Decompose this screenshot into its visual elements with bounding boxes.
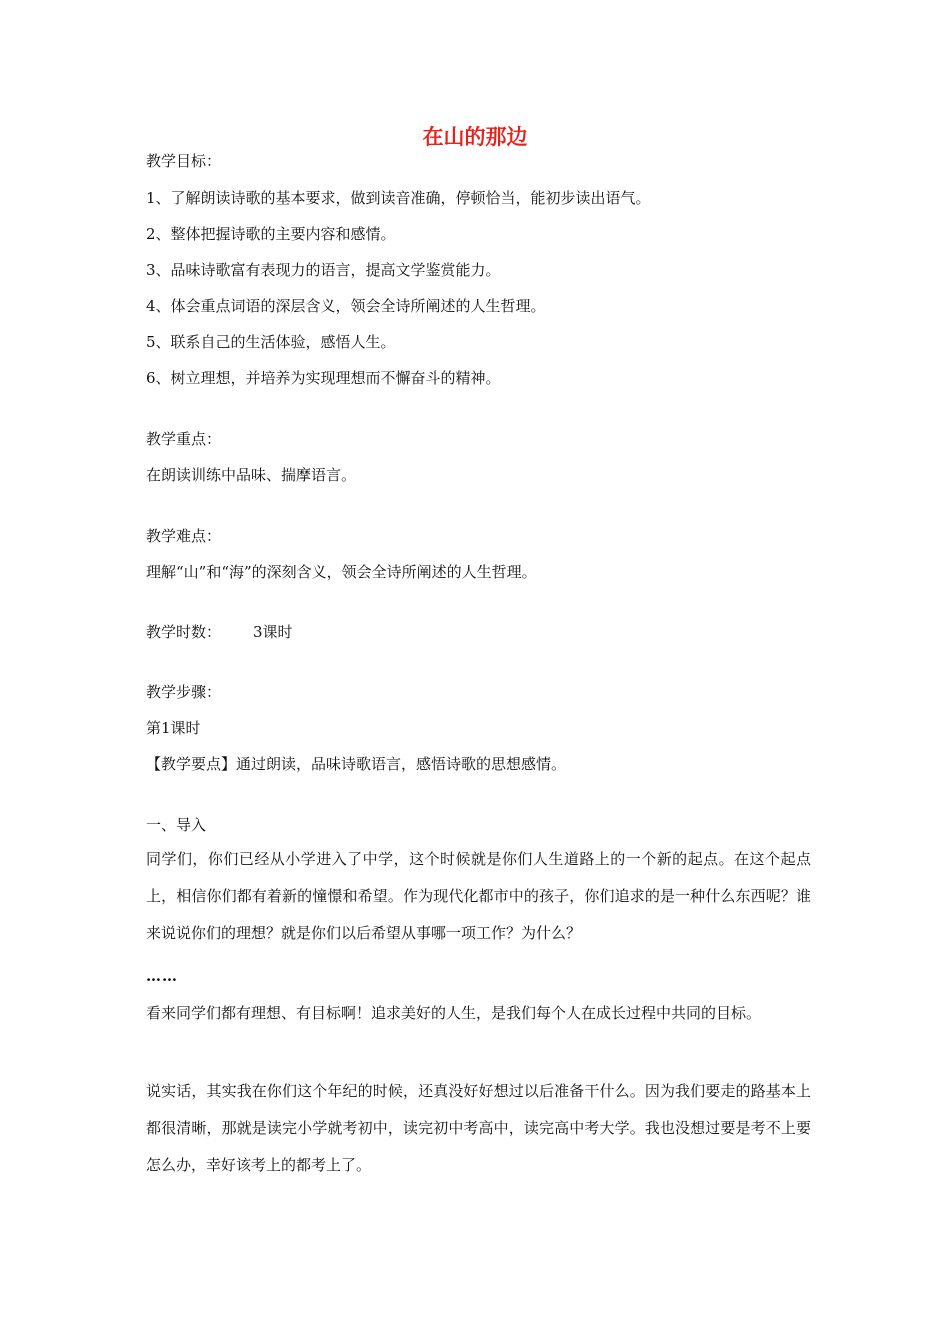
teaching-hours [146, 621, 811, 643]
difficulties-heading: 教学难点： [146, 527, 222, 545]
objective-item-1: 1、了解朗读诗歌的基本要求，做到读音准确，停顿恰当，能初步读出语气。 [146, 189, 651, 207]
intro-paragraph-3: 说实话，其实我在你们这个年纪的时候，还真没好好想过以后准备干什么。因为我们要走的路基本上都很清晰，那就是读完小学就考初中，读完初中考高中，读完高中考大学。我也没想过要是考不上要怎么办，幸好该考上的都考上了。 [146, 1082, 811, 1174]
objective-item-2: 2、整体把握诗歌的主要内容和感情。 [146, 225, 396, 243]
steps-heading: 教学步骤： [146, 683, 222, 701]
objective-item-6: 6、树立理想，并培养为实现理想而不懈奋斗的精神。 [146, 369, 501, 387]
key-points-text: 在朗读训练中品味、揣摩语言。 [146, 466, 357, 484]
objective-item-4: 4、体会重点词语的深层含义，领会全诗所阐述的人生哲理。 [146, 297, 546, 315]
difficulties-text: 理解“山”和“海”的深刻含义，领会全诗所阐述的人生哲理。 [146, 563, 537, 581]
document-title: 在山的那边 [422, 125, 528, 149]
objective-item-3: 3、品味诗歌富有表现力的语言，提高文学鉴赏能力。 [146, 261, 501, 279]
intro-heading: 一、导入 [146, 816, 207, 834]
intro-paragraph-2: 看来同学们都有理想、有目标啊！追求美好的人生，是我们每个人在成长过程中共同的目标。 [146, 1004, 762, 1022]
intro-ellipsis: …… [146, 967, 178, 985]
lesson-key-points: 【教学要点】通过朗读，品味诗歌语言，感悟诗歌的思想感情。 [146, 755, 567, 773]
objective-item-5: 5、联系自己的生活体验，感悟人生。 [146, 333, 396, 351]
teaching-hours-label: 教学时数： [146, 623, 222, 641]
key-points-heading: 教学重点： [146, 430, 222, 448]
lesson-label: 第1课时 [146, 719, 201, 737]
objectives-heading: 教学目标： [146, 152, 222, 170]
teaching-hours-value: 3课时 [253, 623, 293, 641]
intro-paragraph-1: 同学们，你们已经从小学进入了中学，这个时候就是你们人生道路上的一个新的起点。在这个起点上，相信你们都有着新的憧憬和希望。作为现代化都市中的孩子，你们追求的是一种什么东西呢？谁来说说你们的理想？就是你们以后希望从事哪一项工作？为什么？ [146, 850, 811, 942]
